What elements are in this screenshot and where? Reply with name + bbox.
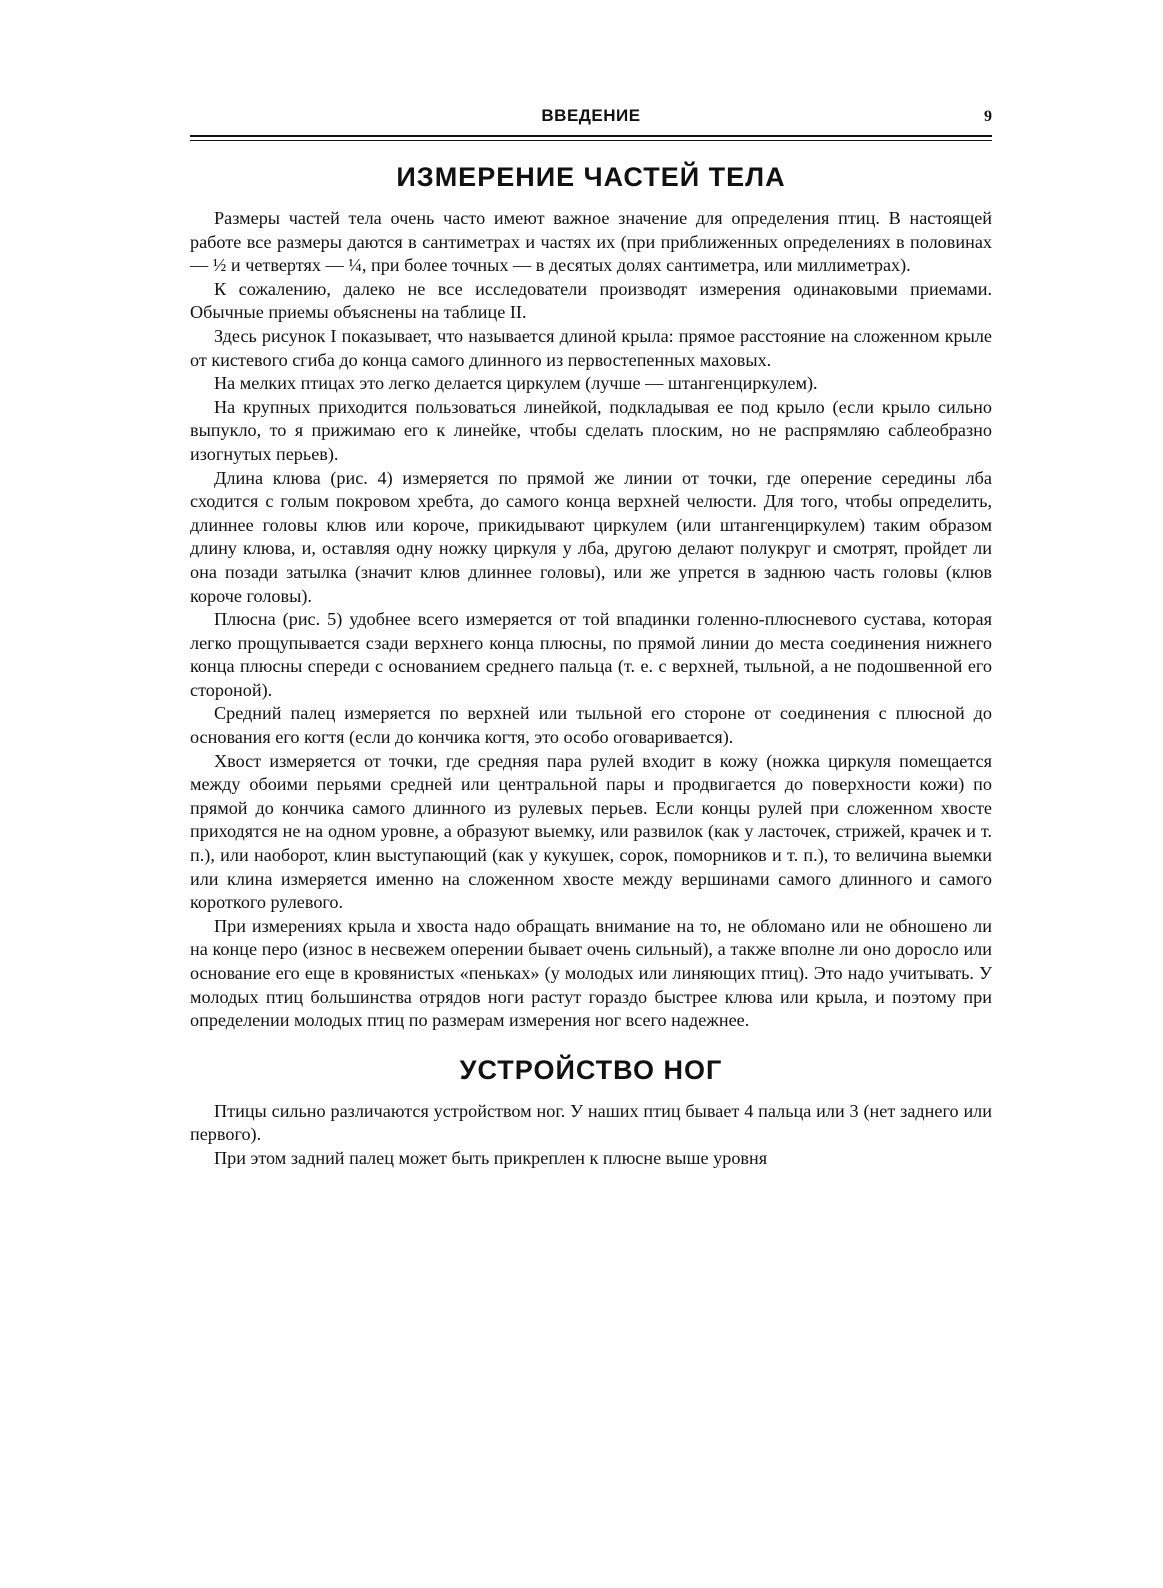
paragraph: На крупных приходится пользоваться линейкой, подкладывая ее под крыло (если крыло сильно выпукло, то я прижимаю его к линейке, чтобы сделать плоским, но не распрямляю саблеобразно изогнутых перьев). (190, 396, 992, 464)
paragraph: На мелких птицах это легко делается циркулем (лучше — штангенциркулем). (214, 373, 818, 394)
running-header (190, 104, 992, 132)
paragraph: Плюсна (рис. 5) удобнее всего измеряется от той впадинки голенно-плюсневого сустава, которая легко прощупывается сзади верхнего конца плюсны, по прямой линии до места соединения нижнего конца плюсны спереди с основанием среднего пальца (т. е. с верхней, тыльной, а не подошвенной его стороной). (190, 609, 992, 700)
header-rule-thin (190, 140, 992, 141)
paragraph: Птицы сильно различаются устройством ног. У наших птиц бывает 4 пальца или 3 (нет заднего или первого). (190, 1100, 992, 1145)
page-body (190, 162, 992, 1171)
paragraph: Средний палец измеряется по верхней или тыльной его стороне от соединения с плюсной до основания его когтя (если до кончика когтя, это особо оговаривается). (190, 703, 992, 748)
running-title: ВВЕДЕНИЕ (541, 106, 641, 125)
paragraph: При измерениях крыла и хвоста надо обращать внимание на то, не обломано или не обношено ли на конце перо (износ в несвежем оперении бывает очень сильный), а также вполне ли оно доросло или основание его еще в кровянистых «пеньках» (у молодых или линяющих птиц). Это надо учитывать. У молодых птиц большинства отрядов ноги растут гораздо быстрее клюва или крыла, и поэтому при определении молодых птиц по размерам измерения ног всего надежнее. (190, 915, 992, 1031)
section-heading-measurements: ИЗМЕРЕНИЕ ЧАСТЕЙ ТЕЛА (396, 162, 786, 192)
paragraph: Размеры частей тела очень часто имеют важное значение для определения птиц. В настоящей работе все размеры даются в сантиметрах и частях их (при приближенных определениях в половинах — ½ и четвертях — ¼, при более точных — в десятых долях сантиметра, или миллиметрах). (190, 208, 992, 276)
paragraph: К сожалению, далеко не все исследователи производят измерения одинаковыми приемами. Обычные приемы объяснены на таблице II. (190, 278, 992, 323)
paragraph: Хвост измеряется от точки, где средняя пара рулей входит в кожу (ножка циркуля помещается между обоими перьями средней или центральной пары и продвигается до поверхности кожи) по прямой до кончика самого длинного из рулевых перьев. Если концы рулей при сложенном хвосте приходятся не на одном уровне, а образуют выемку, или развилок (как у ласточек, стрижей, крачек и т. п.), или наоборот, клин выступающий (как у кукушек, сорок, поморников и т. п.), то величина выемки или клина измеряется именно на сложенном хвосте между вершинами самого длинного и самого короткого рулевого. (190, 750, 992, 913)
paragraph: При этом задний палец может быть прикреплен к плюсне выше уровня (214, 1147, 768, 1168)
section-heading-leg-structure: УСТРОЙСТВО НОГ (459, 1054, 723, 1085)
page-number: 9 (984, 108, 992, 125)
paragraph: Длина клюва (рис. 4) измеряется по прямой же линии от точки, где оперение середины лба сходится с голым покровом хребта, до самого конца верхней челюсти. Для того, чтобы определить, длиннее головы клюв или короче, прикидывают циркулем (или штангенциркулем) таким образом длину клюва, и, оставляя одну ножку циркуля у лба, другою делают полукруг и смотрят, пройдет ли она позади затылка (значит клюв длиннее головы), или же упрется в заднюю часть головы (клюв короче головы). (190, 467, 992, 606)
header-rule-thick (190, 135, 992, 137)
paragraph: Здесь рисунок I показывает, что называется длиной крыла: прямое расстояние на сложенном крыле от кистевого сгиба до конца самого длинного из первостепенных маховых. (190, 325, 992, 370)
